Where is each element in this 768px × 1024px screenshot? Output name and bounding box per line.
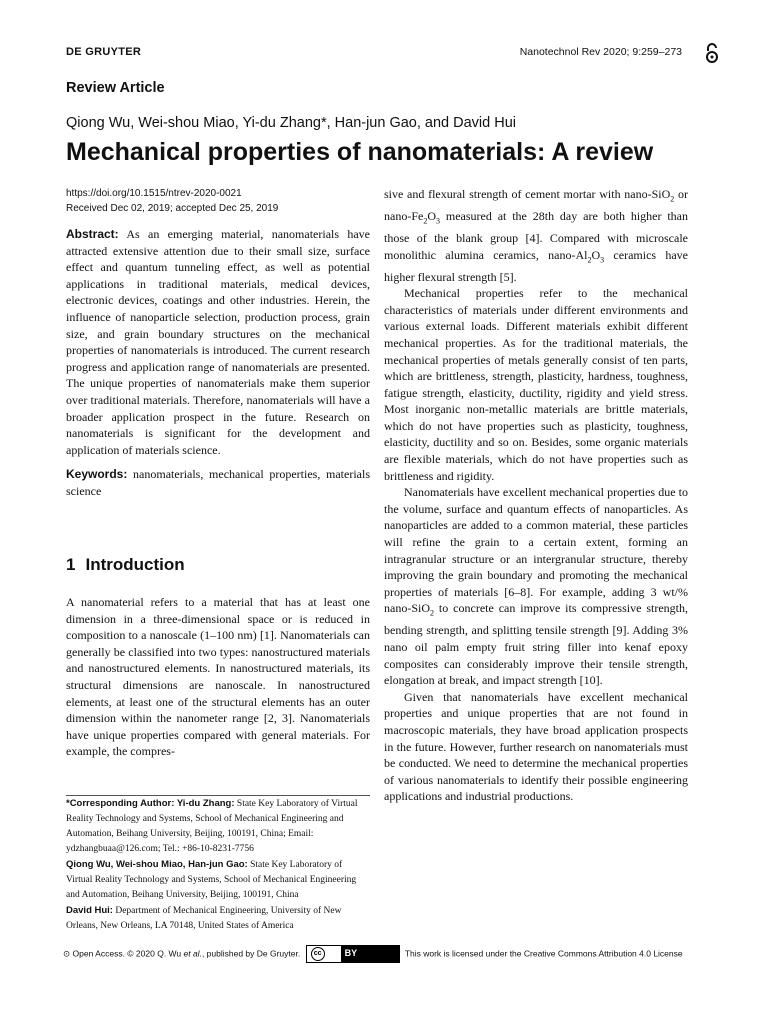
cc-icon: cc (311, 947, 325, 961)
keywords-label: Keywords: (66, 467, 128, 482)
left-column (66, 186, 370, 500)
license-footer: ⊙ Open Access. © 2020 Q. Wu et al., published by De Gruyter. cc BY This work is licensed under the Creative Commons Attribution 4.0 License (63, 945, 703, 963)
footnote-hui: David Hui: Department of Mechanical Engineering, University of New Orleans, New Orleans, LA 70148, United States of America (66, 905, 342, 931)
abstract-label: Abstract: (66, 227, 119, 241)
publisher-name: DE GRUYTER (66, 46, 142, 58)
abstract-text: As an emerging material, nanomaterials have attracted extensive attention due to their small size, surface effect and quantum tunneling effect, as well as potential applications in traditional materials, medical devices, electronic devices, coatings and other industries. Herein, the influence of nanoparticle selection, production process, grain size, and grain boundary structures on the mechanical properties of nanomaterials is introduced. The current research progress and application range of nanomaterials are presented. The unique properties of nanomaterials make them superior over traditional materials. Therefore, nanomaterials will have a broader application prospect in the future. Research on nanomaterials is significant for the development and application of materials science. (66, 227, 371, 457)
journal-citation: Nanotechnol Rev 2020; 9:259–273 (519, 46, 682, 58)
introduction-paragraph (66, 594, 370, 760)
right-para-4: Given that nanomaterials have excellent mechanical properties and unique properties that are not found in macroscopic materials, they have broad application prospects in the future. However, further research on nanomaterials must be conducted. We need to determine the mechanical properties of various nanomaterials to identify their possible engineering applications and industrial productions. (384, 689, 688, 804)
intro-para-1: A nanomaterial refers to a material that has at least one dimension in a three-dimensional space or is reduced in composition to a nanoscale (1–100 nm) [1]. Nanomaterials can generally be classified into two types: nanostructured materials and nanostructured elements. In nanostructured materials, its structural dimensions are nanoscale. In nanostructured elements, at least one of the structural elements has an outer dimension within the nanometer range [2, 3]. Nanomaterials have unique properties compared with general materials. For example, the compres- (66, 595, 370, 759)
right-para-1: sive and flexural strength of cement mortar with nano-SiO$_2$ or nano-$Fe_2O_3$ measured at the 28th day are both higher than those of the blank group [4]. Compared with microscale monolithic alumina ceramics, nano-$Al_2O_3$ ceramics have higher flexural strength [5]. (384, 187, 689, 284)
right-para-2: Mechanical properties refer to the mechanical characteristics of materials under different environments and various external loads. Different materials exhibit different mechanical properties. As for the traditional materials, the mechanical properties of metals generally consist of ten parts, which are brittleness, strength, plasticity, hardness, toughness, fatigue strength, elasticity, ductility, rigidity and yield stress. Most inorganic non-metallic materials are brittle materials, which do not have properties such as plasticity, toughness, elasticity, ductility and so on. Besides, some organic materials are flexible materials, which do not have properties such as brittleness and rigidity. (384, 286, 688, 483)
footnote-coauthors: Qiong Wu, Wei-shou Miao, Han-jun Gao: State Key Laboratory of Virtual Reality Technology and Systems, School of Mechanical Engineering and Automation, Beihang University, Beijing, 100191, China (66, 859, 357, 900)
section-number: 1 (66, 555, 76, 574)
cc-by-badge[interactable]: cc BY (306, 945, 400, 963)
section-heading-introduction (66, 555, 185, 575)
keywords-text: nanomaterials, mechanical properties, materials science (66, 467, 370, 498)
section-title: Introduction (85, 555, 185, 574)
abstract (66, 226, 370, 458)
article-title: Mechanical properties of nanomaterials: A review (66, 138, 654, 166)
author-footnotes (66, 795, 370, 934)
keywords (66, 466, 370, 499)
received-date: Received Dec 02, 2019; accepted Dec 25, 2019 (66, 203, 279, 214)
right-column (384, 186, 688, 805)
author-list: Qiong Wu, Wei-shou Miao, Yi-du Zhang*, Han-jun Gao, and David Hui (66, 115, 517, 131)
open-access-icon (703, 42, 721, 64)
open-access-small-icon: ⊙ (63, 948, 71, 959)
license-text: This work is licensed under the Creative Commons Attribution 4.0 License (404, 948, 683, 959)
footnote-corresponding: *Corresponding Author: Yi-du Zhang: State Key Laboratory of Virtual Reality Technology and Systems, School of Mechanical Engineering and Automation, Beihang University, Beijing, 100191, China; Email: ydzhangbuaa@126.com; Tel.: +86-10-8231-7756 (66, 798, 358, 854)
article-type: Review Article (66, 80, 165, 96)
doi-link[interactable]: https://doi.org/10.1515/ntrev-2020-0021 (66, 188, 242, 199)
right-para-3: Nanomaterials have excellent mechanical properties due to the volume, surface and quantum effects of nanoparticles. As nanoparticles are added to a common material, these particles will refine the grain to a certain extent, forming an intragranular structure or an intergranular structure, thereby improving the grain boundary and promoting the mechanical properties of materials [6–8]. For example, adding 3 wt/% nano-SiO$_2$ to concrete can improve its compressive strength, bending strength, and splitting tensile strength [9]. Adding 3% nano oil palm empty fruit string filler into kenaf epoxy composites can considerably improve their tensile strength, elongation at break, and impact strength [10]. (384, 485, 688, 688)
